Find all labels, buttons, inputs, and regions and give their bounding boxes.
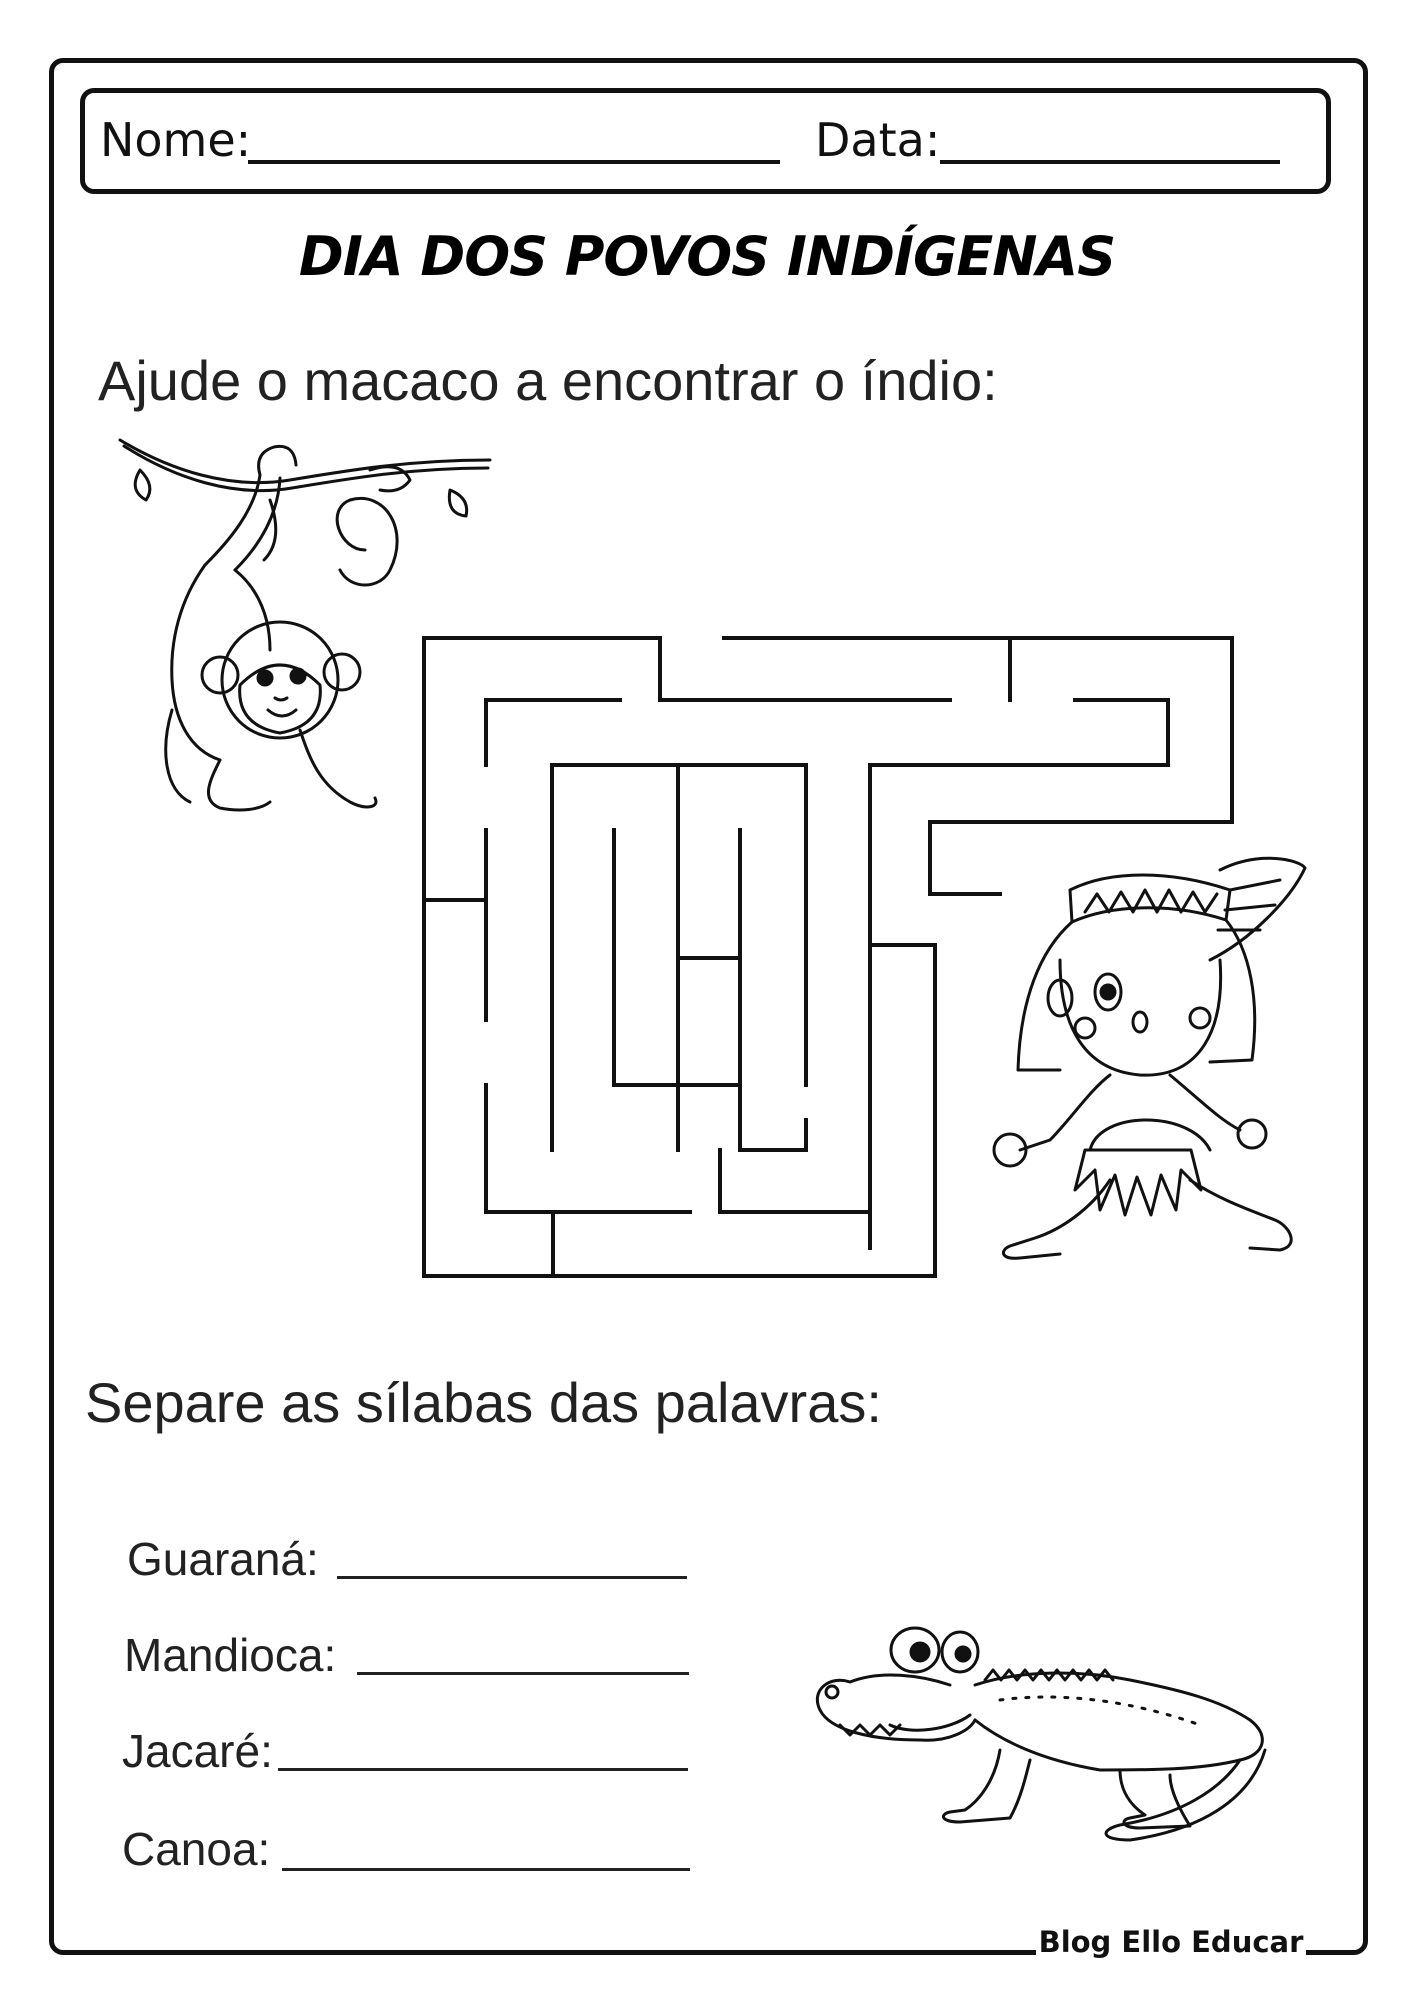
indigenous-child-illustration — [990, 850, 1310, 1260]
syllables-instruction: Separe as sílabas das palavras: — [85, 1371, 882, 1434]
name-field-line[interactable] — [248, 160, 780, 164]
page-title: DIA DOS POVOS INDÍGENAS — [298, 225, 1116, 288]
date-field-line[interactable] — [940, 160, 1280, 164]
footer-credit: Blog Ello Educar — [1036, 1920, 1306, 1964]
answer-line-guarana[interactable] — [337, 1576, 687, 1579]
word-label-canoa: Canoa: — [122, 1823, 271, 1875]
date-label: Data: — [815, 113, 941, 167]
header-box — [80, 88, 1331, 194]
word-label-guarana: Guaraná: — [127, 1533, 319, 1585]
answer-line-jacare[interactable] — [278, 1768, 688, 1771]
name-label: Nome: — [100, 113, 252, 167]
word-label-mandioca: Mandioca: — [124, 1629, 337, 1681]
alligator-illustration — [800, 1630, 1270, 1850]
maze-instruction: Ajude o macaco a encontrar o índio: — [98, 349, 998, 412]
word-label-jacare: Jacaré: — [122, 1725, 273, 1777]
answer-line-canoa[interactable] — [282, 1868, 690, 1871]
answer-line-mandioca[interactable] — [357, 1672, 689, 1675]
